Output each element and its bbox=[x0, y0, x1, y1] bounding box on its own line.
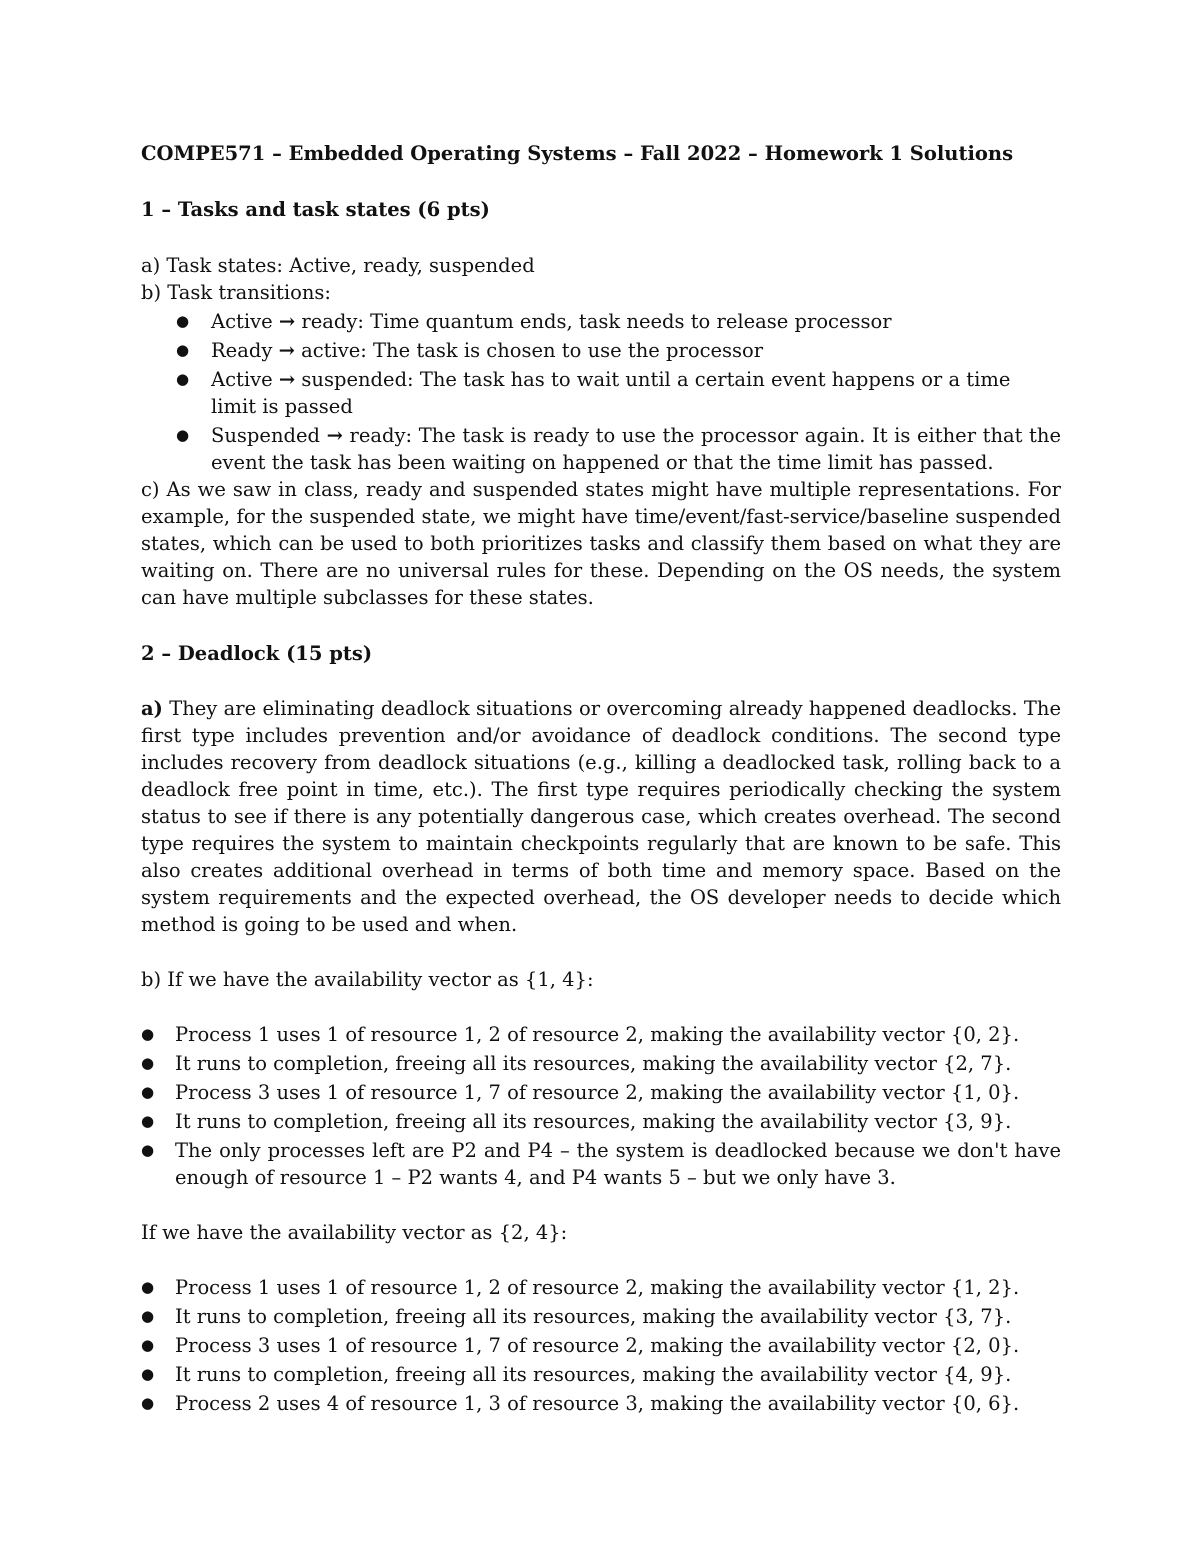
list-item: ● It runs to completion, freeing all its resources, making the availability vector {3, 9}. bbox=[141, 1110, 1012, 1133]
list-item: ● Process 1 uses 1 of resource 1, 2 of resource 2, making the availability vector {1, 2}. bbox=[141, 1276, 1020, 1299]
list-item: ● Process 1 uses 1 of resource 1, 2 of resource 2, making the availability vector {0, 2}. bbox=[141, 1023, 1020, 1046]
right-arrow-icon: → bbox=[278, 339, 295, 362]
bullet-icon: ● bbox=[141, 1083, 155, 1101]
section-1-part-c: c) As we saw in class, ready and suspended states might have multiple representations. For example, for the suspended state, we might have time/event/fast-service/baseline suspended states, which can be used to both prioritizes tasks and classify them based on what they are waiting on. There are no universal rules for these. Depending on the OS needs, the system can have multiple subclasses for these states. bbox=[141, 478, 1061, 609]
list-item: ● The only processes left are P2 and P4 – the system is deadlocked because we don't have enough of resource 1 – P2 wants 4, and P4 wants 5 – but we only have 3. bbox=[141, 1139, 1061, 1189]
availability-2-4-list bbox=[141, 1274, 1061, 1417]
bullet-icon: ● bbox=[141, 1278, 155, 1296]
section-1-part-a: a) Task states: Active, ready, suspended bbox=[141, 254, 535, 277]
section-2-part-b-intro: b) If we have the availability vector as {1, 4}: bbox=[141, 968, 594, 991]
bullet-icon: ● bbox=[141, 1054, 155, 1072]
bullet-icon: ● bbox=[141, 1141, 155, 1159]
bullet-icon: ● bbox=[141, 1336, 155, 1354]
list-item: ● Active → suspended: The task has to wait until a certain event happens or a time limit is passed bbox=[176, 368, 1011, 418]
list-item: ● Process 3 uses 1 of resource 1, 7 of resource 2, making the availability vector {1, 0}. bbox=[141, 1081, 1020, 1104]
list-item: ● It runs to completion, freeing all its resources, making the availability vector {4, 9}. bbox=[141, 1363, 1012, 1386]
section-1-heading: 1 – Tasks and task states (6 pts) bbox=[141, 198, 490, 221]
task-transitions-list bbox=[141, 308, 1061, 476]
right-arrow-icon: → bbox=[278, 368, 296, 391]
bullet-icon: ● bbox=[176, 426, 190, 444]
bullet-icon: ● bbox=[176, 341, 190, 359]
section-1-part-b: b) Task transitions: bbox=[141, 281, 331, 304]
list-item: ● Process 3 uses 1 of resource 1, 7 of resource 2, making the availability vector {2, 0}. bbox=[141, 1334, 1020, 1357]
list-item: ● Suspended → ready: The task is ready to use the processor again. It is either that the event the task has been waiting on happened or that the time limit has passed. bbox=[176, 424, 1061, 474]
right-arrow-icon: → bbox=[326, 424, 343, 447]
list-item: ● Ready → active: The task is chosen to use the processor bbox=[176, 339, 764, 362]
availability-1-4-list bbox=[141, 1021, 1061, 1191]
section-2-heading: 2 – Deadlock (15 pts) bbox=[141, 642, 373, 665]
section-2-part-a: a) They are eliminating deadlock situations or overcoming already happened deadlocks. The first type includes prevention and/or avoidance of deadlock conditions. The second type includes recovery from deadlock situations (e.g., killing a deadlocked task, rolling back to a deadlock free point in time, etc.). The first type requires periodically checking the system status to see if there is any potentially dangerous case, which creates overhead. The second type requires the system to maintain checkpoints regularly that are known to be safe. This also creates additional overhead in terms of both time and memory space. Based on the system requirements and the expected overhead, the OS developer needs to decide which method is going to be used and when. bbox=[141, 697, 1061, 936]
part-a-label: a) bbox=[141, 697, 163, 720]
bullet-icon: ● bbox=[141, 1394, 155, 1412]
list-item: ● Active → ready: Time quantum ends, task needs to release processor bbox=[176, 310, 892, 333]
document-title: COMPE571 – Embedded Operating Systems – Fall 2022 – Homework 1 Solutions bbox=[141, 142, 1014, 165]
bullet-icon: ● bbox=[176, 370, 190, 388]
section-2-part-c-intro: If we have the availability vector as {2, 4}: bbox=[141, 1221, 568, 1244]
document-page bbox=[141, 140, 1061, 1417]
list-item: ● It runs to completion, freeing all its resources, making the availability vector {2, 7}. bbox=[141, 1052, 1012, 1075]
bullet-icon: ● bbox=[141, 1112, 155, 1130]
bullet-icon: ● bbox=[176, 312, 190, 330]
list-item: ● Process 2 uses 4 of resource 1, 3 of resource 3, making the availability vector {0, 6}. bbox=[141, 1392, 1020, 1415]
list-item: ● It runs to completion, freeing all its resources, making the availability vector {3, 7}. bbox=[141, 1305, 1012, 1328]
bullet-icon: ● bbox=[141, 1025, 155, 1043]
right-arrow-icon: → bbox=[278, 310, 296, 333]
bullet-icon: ● bbox=[141, 1307, 155, 1325]
bullet-icon: ● bbox=[141, 1365, 155, 1383]
